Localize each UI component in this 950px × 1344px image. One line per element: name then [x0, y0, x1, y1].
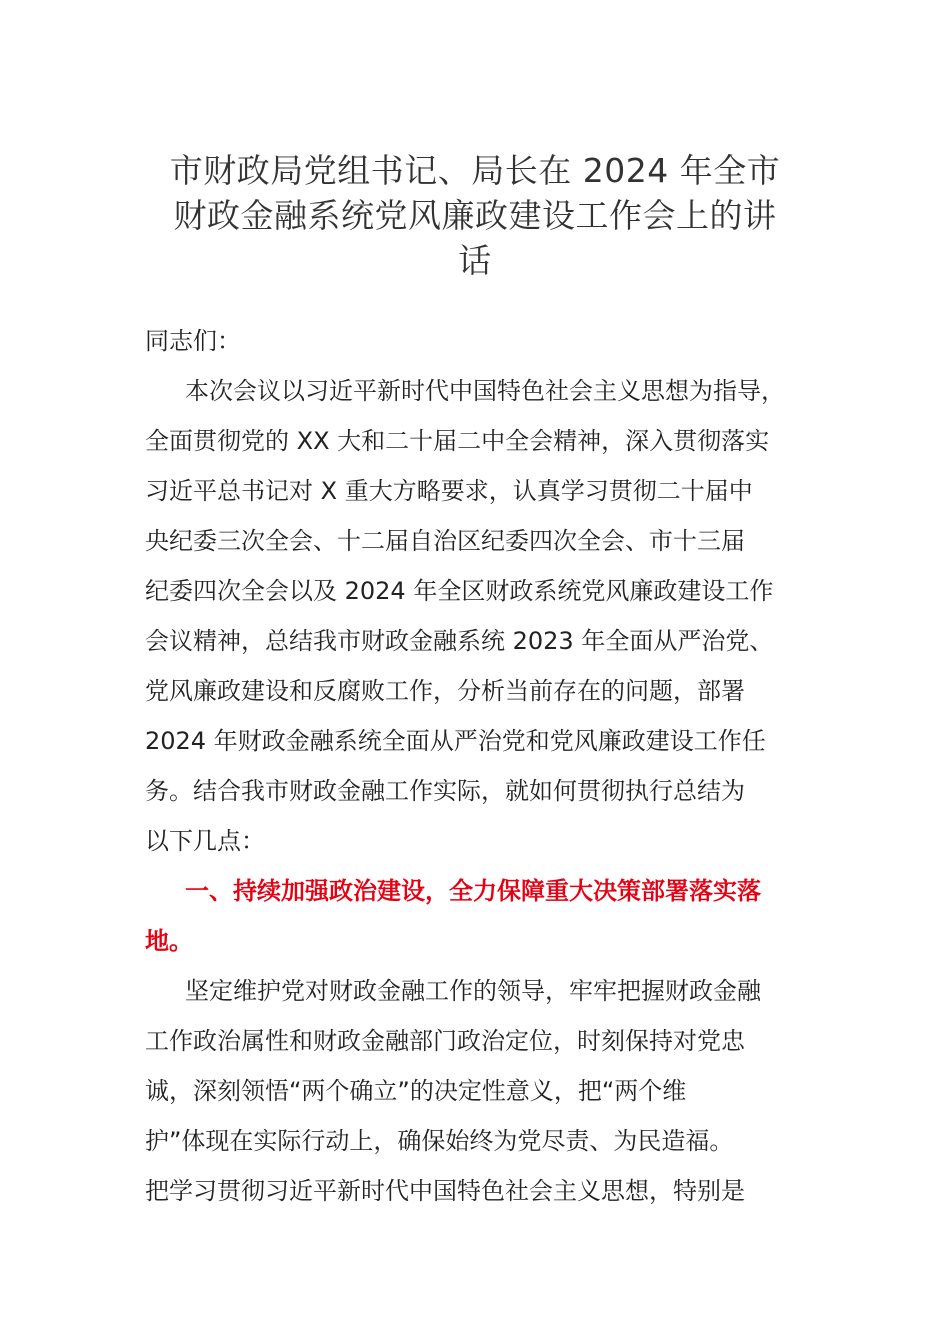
paragraph-line: 以下几点：	[145, 827, 265, 855]
section-heading-line: 一、持续加强政治建设，全力保障重大决策部署落实落	[185, 877, 761, 905]
title-line: 市财政局党组书记、局长在 2024 年全市	[169, 151, 781, 190]
paragraph-line: 工作政治属性和财政金融部门政治定位，时刻保持对党忠	[145, 1027, 745, 1055]
paragraph-line: 2024 年财政金融系统全面从严治党和党风廉政建设工作任	[145, 727, 766, 755]
title-line: 话	[458, 241, 492, 280]
paragraph-line: 护”体现在实际行动上，确保始终为党尽责、为民造福。	[145, 1127, 734, 1155]
paragraph-line: 会议精神，总结我市财政金融系统 2023 年全面从严治党、	[145, 627, 774, 655]
paragraph-line: 坚定维护党对财政金融工作的领导，牢牢把握财政金融	[185, 977, 761, 1005]
document-body	[145, 316, 825, 1216]
paragraph-line: 纪委四次全会以及 2024 年全区财政系统党风廉政建设工作	[145, 577, 774, 605]
salutation: 同志们：	[145, 327, 241, 355]
paragraph-line: 党风廉政建设和反腐败工作，分析当前存在的问题，部署	[145, 677, 745, 705]
title-line: 财政金融系统党风廉政建设工作会上的讲	[173, 196, 777, 235]
paragraph-line: 习近平总书记对 X 重大方略要求，认真学习贯彻二十届中	[145, 477, 753, 505]
paragraph-line: 务。结合我市财政金融工作实际，就如何贯彻执行总结为	[145, 777, 745, 805]
document-title	[140, 148, 810, 283]
paragraph-line: 把学习贯彻习近平新时代中国特色社会主义思想，特别是	[145, 1177, 745, 1205]
paragraph-line: 诚，深刻领悟“两个确立”的决定性意义，把“两个维	[145, 1077, 687, 1105]
section-heading-line: 地。	[145, 927, 193, 955]
paragraph-line: 本次会议以习近平新时代中国特色社会主义思想为指导，	[185, 377, 785, 405]
paragraph-line: 央纪委三次全会、十二届自治区纪委四次全会、市十三届	[145, 527, 745, 555]
paragraph-line: 全面贯彻党的 XX 大和二十届二中全会精神，深入贯彻落实	[145, 427, 770, 455]
